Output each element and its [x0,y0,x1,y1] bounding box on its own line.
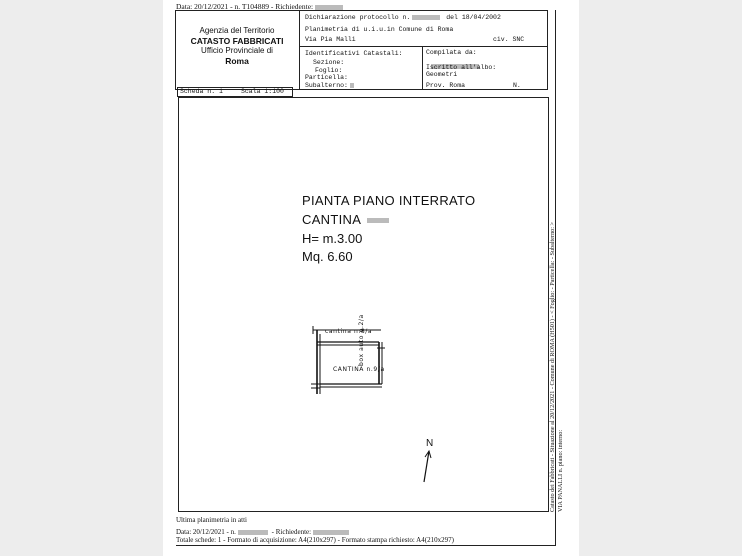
scheda-number: Scheda n. 1 [180,88,223,95]
north-arrow-icon [419,449,435,485]
plan-room: CANTINA [302,212,391,227]
footer-rule [176,545,556,546]
plan-height: H= m.3.00 [302,231,363,246]
north-label: N [426,438,434,449]
last-plan-note: Ultima planimetria in atti [176,516,247,524]
identifiers-title: Identificativi Catastali: [305,50,403,57]
label-box-auto: box auto n.2/a [358,314,365,366]
document-sheet [163,0,579,556]
number-label: N. [513,82,521,89]
plan-area: Mq. 6.60 [302,249,353,264]
plan-title: PIANTA PIANO INTERRATO [302,193,476,208]
label-cantina-8a: cantina n.8/a [325,328,373,335]
print-date-line: Data: 20/12/2021 - n. T104889 - Richiedente: [176,2,345,11]
footer-total-line: Totale schede: 1 - Formato di acquisizione: A4(210x297) - Formato stampa richiesto: A4(210x297) [176,536,454,544]
office-block [177,26,297,66]
footer-date-line: Data: 20/12/2021 - n. - Richiedente: [176,528,351,536]
drawing-frame [178,97,549,512]
sezione-label: Sezione: [313,59,345,66]
province-value: Prov. Roma [426,82,466,89]
foglio-label: Foglio: [315,67,343,74]
plan-location-line: Planimetria di u.i.u.in Comune di Roma [305,26,454,33]
particella-label: Particella: [305,74,348,81]
office-line-3: Ufficio Provinciale di [201,46,273,55]
office-line-4: Roma [225,56,249,66]
side-address-text: VIA PANALLI n. piano: interno: [557,429,564,512]
register-label: Iscritto all'albo: [426,64,497,71]
compiled-by-label: Compilata da: [426,49,477,56]
subalterno-label: Subalterno: [305,82,356,89]
civic-number: civ. SNC [493,36,525,43]
office-line-2: CATASTO FABBRICATI [190,36,284,46]
address-line: Via Pia Malli [305,36,356,43]
scheda-scale: Scala 1:100 [241,88,284,95]
office-line-1: Agenzia del Territorio [199,26,275,35]
side-situation-text: Catasto dei Fabbricati - Situazione al 20/12/2021 - Comune di ROMA (H501) - < Foglio: - Particella: - Subalterno: > [549,221,556,512]
protocol-line: Dichiarazione protocollo n. del 18/04/2002 [305,14,501,21]
label-cantina-9a: CANTINA n.9/a [333,366,385,373]
profession-value: Geometri [426,71,458,78]
